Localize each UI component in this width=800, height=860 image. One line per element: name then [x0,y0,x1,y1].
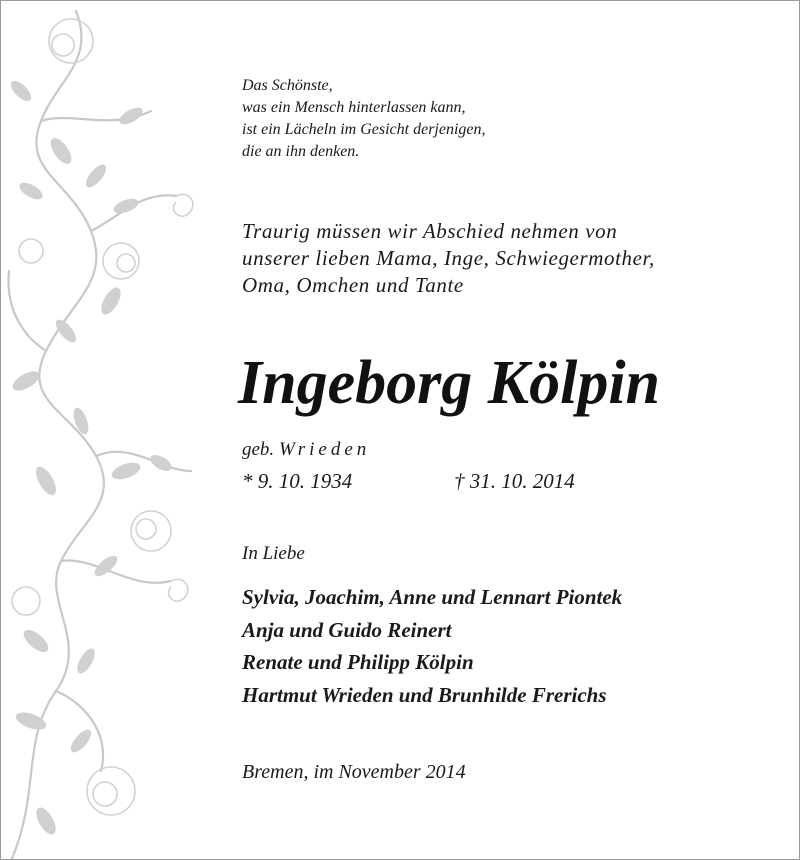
intro-line: Oma, Omchen und Tante [242,273,464,297]
deceased-name: Ingeborg Kölpin [238,349,661,417]
intro-line: unserer lieben Mama, Inge, Schwiegermother, [242,246,655,270]
mourner-line: Hartmut Wrieden und Brunhilde Frerichs [242,682,607,707]
mourner-line: Renate und Philipp Kölpin [242,650,474,674]
poem-line: ist ein Lächeln im Gesicht derjenigen, [242,121,486,138]
floral-vine-ornament [1,1,241,860]
poem-line: die an ihn denken. [242,143,360,160]
death-date: † 31. 10. 2014 [454,469,575,493]
mourners-list [242,581,622,711]
birth-date: * 9. 10. 1934 [242,469,353,493]
mourner-line: Sylvia, Joachim, Anne und Lennart Piontek [242,585,623,609]
farewell-intro [242,218,655,299]
mourner-line: Anja und Guido Reinert [242,617,452,642]
poem-line: was ein Mensch hinterlassen kann, [242,99,466,116]
poem-quote [242,75,486,163]
maiden-prefix: geb. [242,439,275,460]
in-love-label: In Liebe [242,543,305,564]
maiden-name [242,438,370,462]
poem-line: Das Schönste, [242,77,333,94]
intro-line: Traurig müssen wir Abschied nehmen von [242,219,618,243]
place-and-date: Bremen, im November 2014 [242,761,466,783]
maiden-surname: Wrieden [278,439,371,460]
